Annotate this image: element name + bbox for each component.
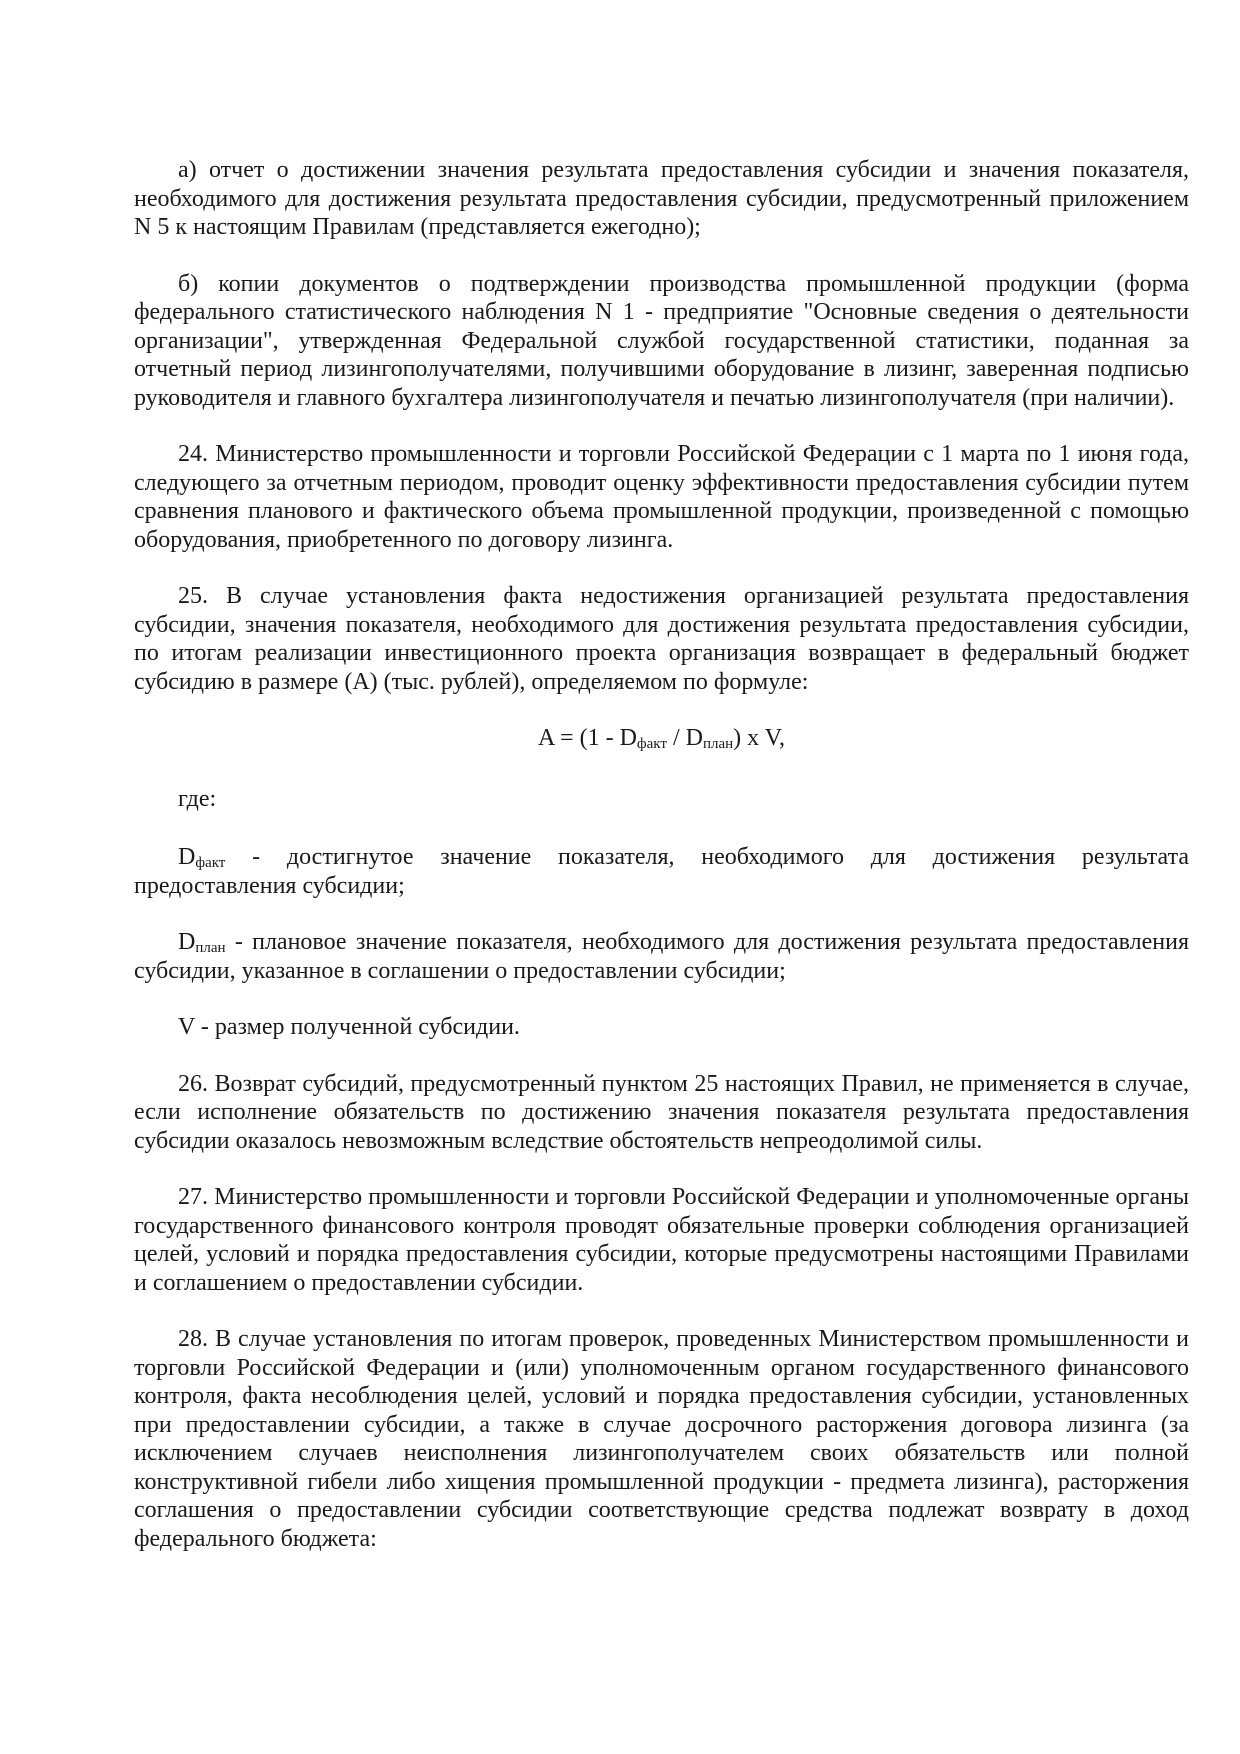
paragraph-a: а) отчет о достижении значения результата предоставления субсидии и значения показателя, необходимого для достижения результата предоставления субсидии, предусмотренный приложением N 5 к настоящим Правилам (представляется ежегодно); [134,157,1189,240]
formula [134,724,1189,753]
definition-d-plan-text: - плановое значение показателя, необходимого для достижения результата предоставления субсидии, указанное в соглашении о предоставлении субсидии; [134,929,1189,984]
definition-v: V - размер полученной субсидии. [178,1014,520,1040]
definition-d-fact [134,843,1189,900]
where-label: где: [178,785,217,812]
formula-middle: / D [666,725,703,751]
symbol-d-fact: D [178,844,196,870]
paragraph-b: б) копии документов о подтверждении производства промышленной продукции (форма федерального статистического наблюдения N 1 - предприятие "Основные сведения о деятельности организации", утвержденная Федеральной службой государственной статистики, поданная за отчетный период лизингополучателями, получившими оборудование в лизинг, заверенная подписью руководителя и главного бухгалтера лизингополучателя и печатью лизингополучателя (при наличии). [134,270,1189,411]
definition-d-plan [134,928,1189,985]
symbol-d-plan: D [178,929,196,955]
paragraph-25: 25. В случае установления факта недостижения организацией результата предоставления субсидии, значения показателя, необходимого для достижения результата предоставления субсидии, по итогам реализации инвестиционного проекта организация возвращает в федеральный бюджет субсидию в размере (A) (тыс. рублей), определяемом по формуле: [134,583,1189,695]
document-page [134,156,1189,1581]
paragraph-26: 26. Возврат субсидий, предусмотренный пунктом 25 настоящих Правил, не применяется в случае, если исполнение обязательств по достижению значения показателя результата предоставления субсидии оказалось невозможным вследствие обстоятельств непреодолимой силы. [134,1070,1189,1154]
symbol-d-plan-sub: план [195,940,226,956]
definition-d-fact-text: - достигнутое значение показателя, необходимого для достижения результата предоставления субсидии; [134,844,1189,899]
formula-sub-fact: факт [636,736,667,752]
symbol-d-fact-sub: факт [195,855,226,871]
formula-sub-plan: план [702,736,734,752]
paragraph-24: 24. Министерство промышленности и торговли Российской Федерации с 1 марта по 1 июня года, следующего за отчетным периодом, проводит оценку эффективности предоставления субсидии путем сравнения планового и фактического объема промышленной продукции, произведенной с помощью оборудования, приобретенного по договору лизинга. [134,441,1189,553]
formula-prefix: A = (1 - D [538,725,637,751]
paragraph-28: 28. В случае установления по итогам проверок, проведенных Министерством промышленности и торговли Российской Федерации и (или) уполномоченным органом государственного финансового контроля, факта несоблюдения целей, условий и порядка предоставления субсидии, установленных при предоставлении субсидии, а также в случае досрочного расторжения договора лизинга (за исключением случаев неисполнения лизингополучателем своих обязательств или полной конструктивной гибели либо хищения промышленной продукции - предмета лизинга), расторжения соглашения о предоставлении субсидии соответствующие средства подлежат возврату в доход федерального бюджета: [134,1326,1189,1552]
paragraph-27: 27. Министерство промышленности и торговли Российской Федерации и уполномоченные органы государственного финансового контроля проводят обязательные проверки соблюдения организацией целей, условий и порядка предоставления субсидии, которые предусмотрены настоящими Правилами и соглашением о предоставлении субсидии. [134,1184,1189,1296]
formula-suffix: ) x V, [733,725,785,751]
